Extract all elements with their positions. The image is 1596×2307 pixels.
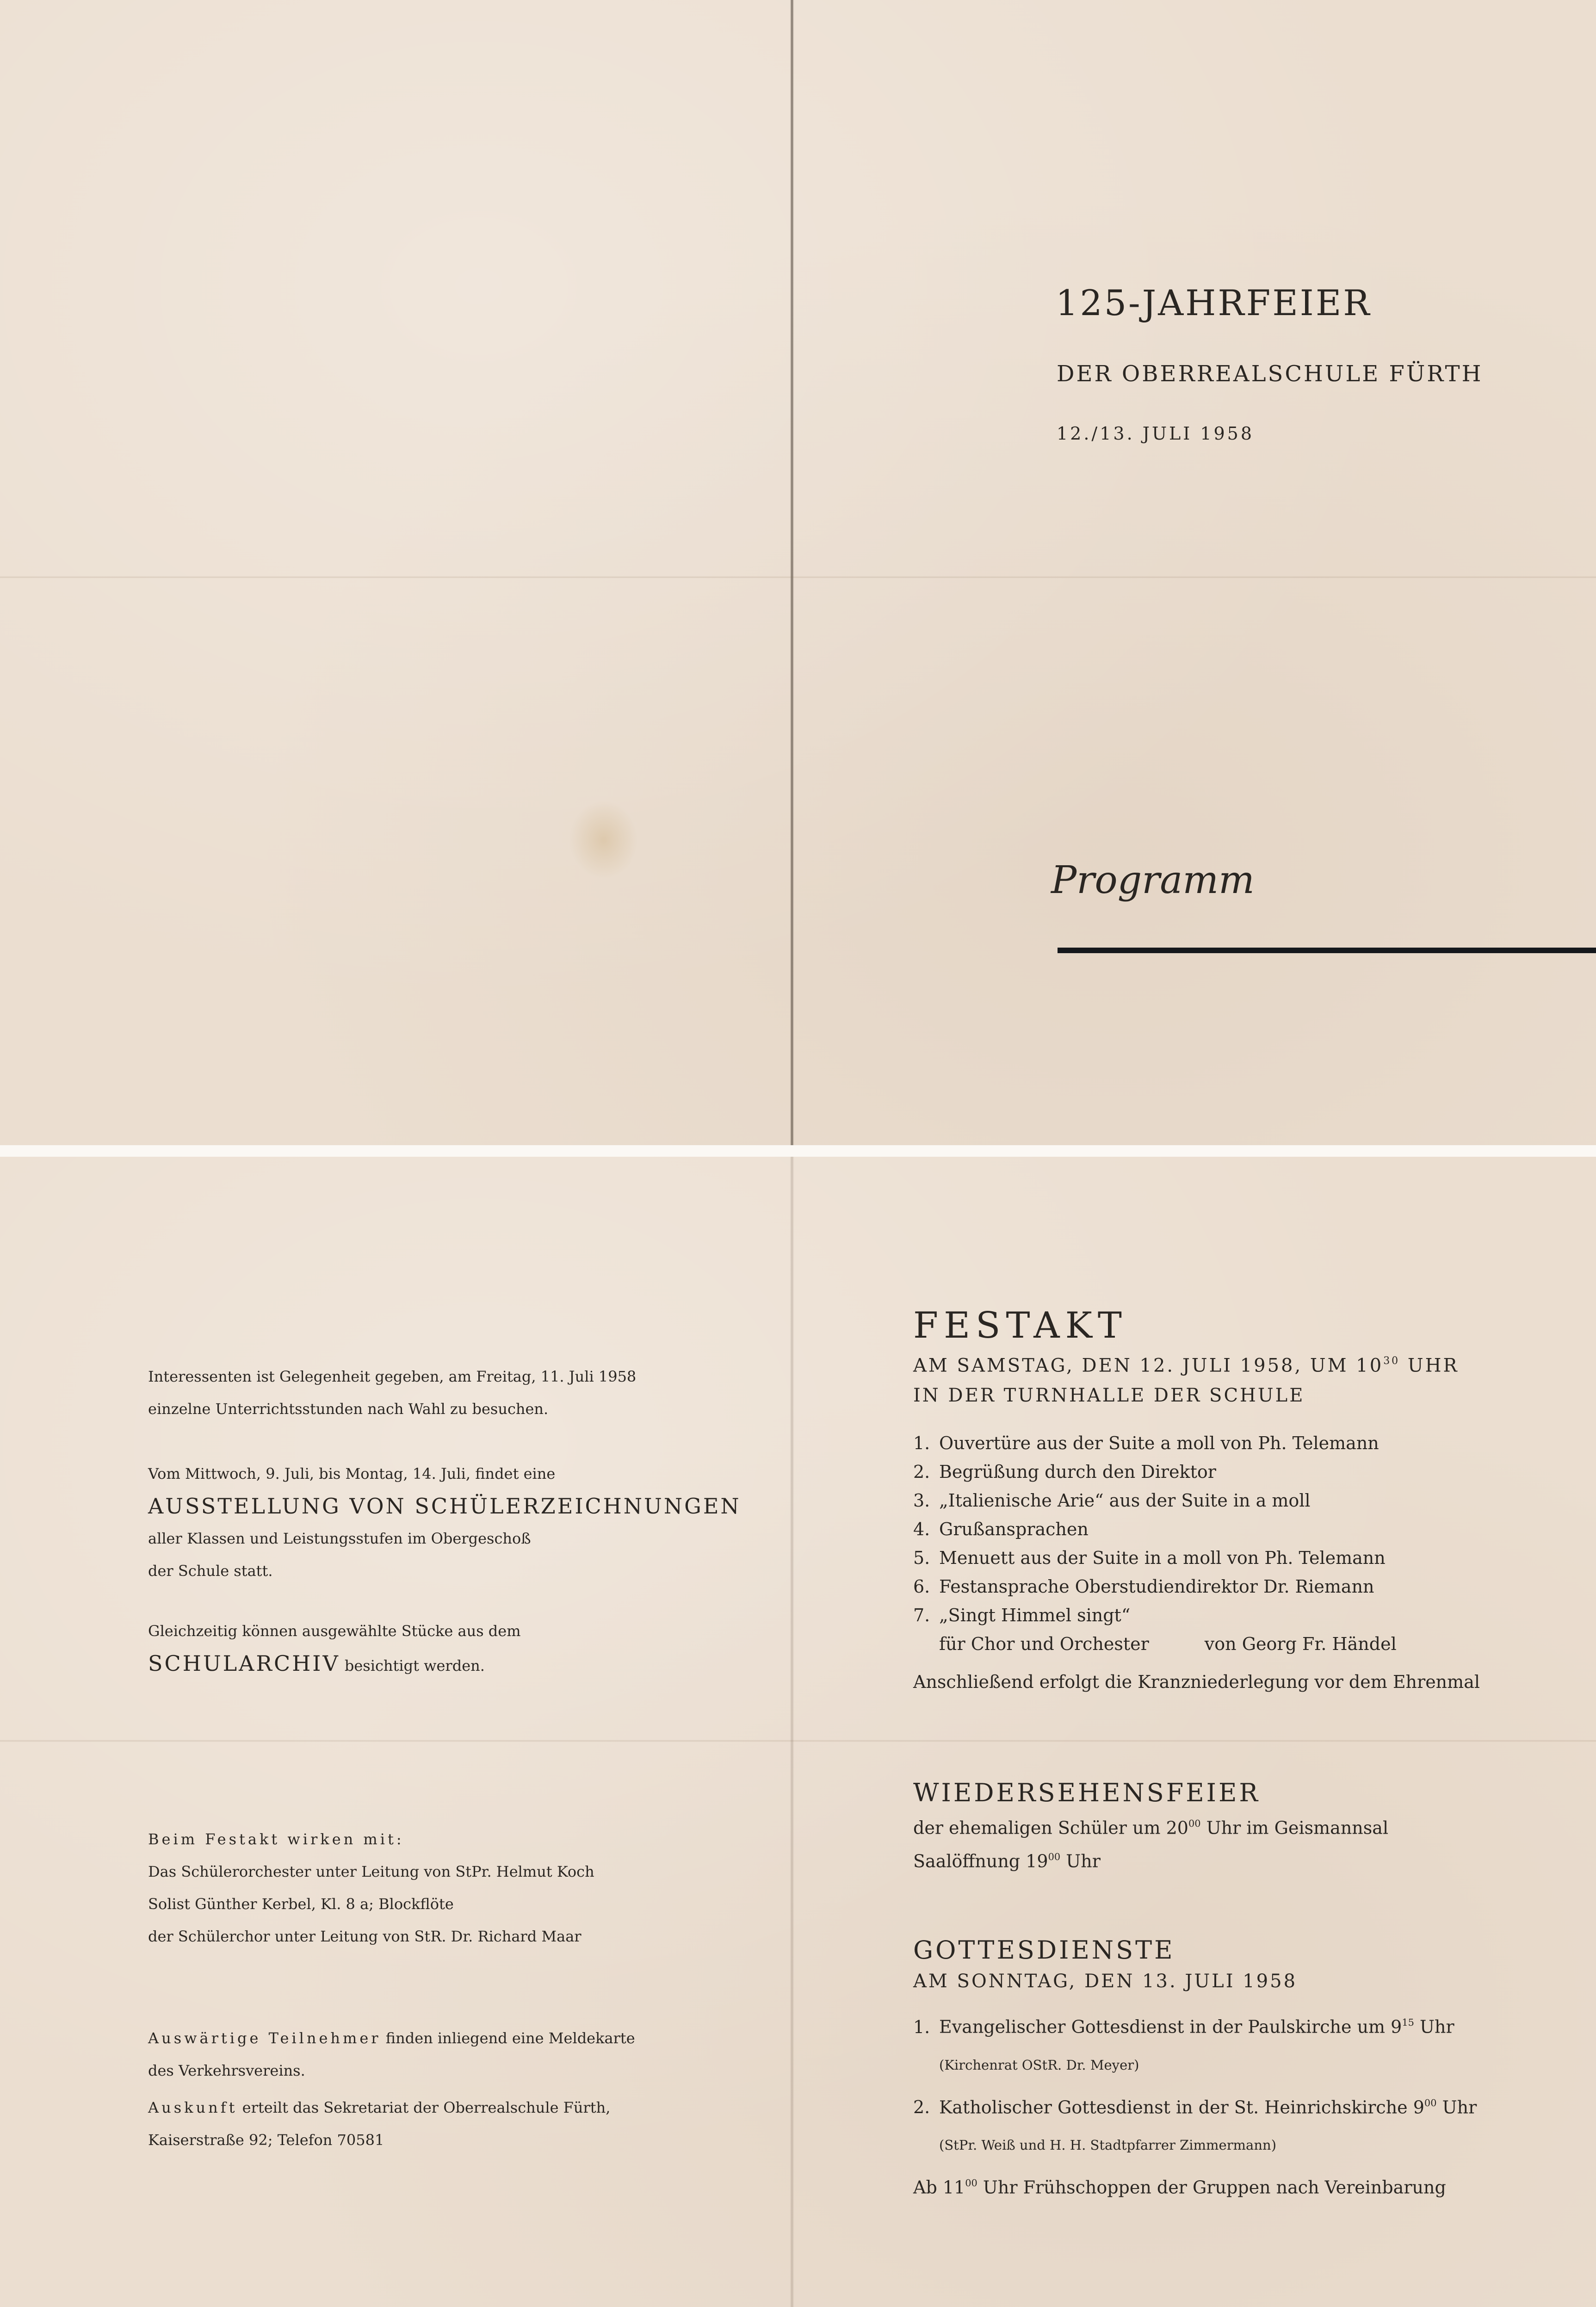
- festakt-heading: FESTAKT: [913, 1305, 1127, 1346]
- festakt-when: [913, 1346, 1570, 1381]
- reunion-line-1: [913, 1809, 1570, 1842]
- service-2-number: 2.: [913, 2097, 930, 2118]
- festakt-section: [913, 1305, 1570, 1696]
- doors-time-sup: 00: [1048, 1851, 1061, 1862]
- festakt-time-sup: 30: [1383, 1355, 1400, 1367]
- visit-line-1: Interessenten ist Gelegenheit gegeben, am Freitag, 11. Juli 1958: [148, 1368, 637, 1385]
- contact-paragraph: [148, 2091, 694, 2156]
- reunion-line-2: [913, 1842, 1570, 1876]
- reunion-place: Uhr im Geismannsal: [1200, 1817, 1389, 1838]
- contact-lead: Auskunft: [148, 2099, 238, 2116]
- service-1-note: (Kirchenrat OStR. Dr. Meyer): [939, 2057, 1139, 2073]
- performers-paragraph: [148, 1823, 694, 1953]
- cover-subtitle: DER OBERREALSCHULE FÜRTH: [1057, 361, 1483, 387]
- exhibit-title: AUSSTELLUNG VON SCHÜLERZEICHNUNGEN: [148, 1494, 741, 1519]
- archive-rest: besichtigt werden.: [344, 1657, 485, 1674]
- wreath-note: Anschließend erfolgt die Kranzniederlegung vor dem Ehrenmal: [913, 1671, 1480, 1692]
- service-1-suffix: Uhr: [1414, 2016, 1454, 2037]
- service-2-line: [913, 2089, 1570, 2122]
- item7-composer: von Georg Fr. Händel: [1204, 1633, 1397, 1654]
- program-item-number: 3.: [913, 1490, 930, 1511]
- contact-line-2: Kaiserstraße 92; Telefon 70581: [148, 2131, 384, 2149]
- reunion-section: [913, 1777, 1570, 1875]
- back-page-blank: [0, 0, 792, 1145]
- program-item-number: 2.: [913, 1461, 930, 1482]
- archive-word: SCHULARCHIV: [148, 1651, 340, 1676]
- program-item: [913, 1457, 1570, 1486]
- cover-programm-script: Programm: [1051, 858, 1255, 902]
- visit-paragraph: [148, 1360, 694, 1425]
- program-item-7-detail: [913, 1630, 1570, 1658]
- reunion-text: der ehemaligen Schüler um 20: [913, 1817, 1188, 1838]
- program-item: [913, 1601, 1570, 1630]
- service-2-note: (StPr. Weiß und H. H. Stadtpfarrer Zimmermann): [939, 2137, 1277, 2153]
- doors-suffix: Uhr: [1060, 1851, 1101, 1872]
- guests-lead: Auswärtige Teilnehmer: [148, 2029, 381, 2047]
- reunion-heading: WIEDERSEHENSFEIER: [913, 1778, 1261, 1807]
- cover-sheet: [0, 0, 1596, 1145]
- info-page: [0, 1157, 792, 2307]
- guests-line-2: des Verkehrsvereins.: [148, 2062, 305, 2079]
- exhibition-paragraph: [148, 1457, 741, 1587]
- doors-text: Saalöffnung 19: [913, 1851, 1048, 1872]
- service-1-number: 1.: [913, 2016, 930, 2037]
- festakt-when-text: AM SAMSTAG, DEN 12. JULI 1958, UM 10: [913, 1355, 1384, 1377]
- archive-line-2: [148, 1647, 694, 1682]
- service-2-text: Katholischer Gottesdienst in der St. Heinrichskirche 9: [939, 2097, 1424, 2118]
- program-item: [913, 1544, 1570, 1572]
- performer-1: Das Schülerorchester unter Leitung von StPr. Helmut Koch: [148, 1863, 594, 1880]
- festakt-where: IN DER TURNHALLE DER SCHULE: [913, 1384, 1305, 1406]
- paper-stain: [569, 800, 638, 879]
- guests-paragraph: [148, 2022, 694, 2087]
- brunch-line: [913, 2169, 1570, 2202]
- sheet-gap: [0, 1145, 1596, 1157]
- cover-page: [792, 0, 1596, 1145]
- program-page: [792, 1157, 1596, 2307]
- service-1: [913, 2008, 1570, 2075]
- program-item-number: 4.: [913, 1519, 930, 1539]
- program-item-text: Festansprache Oberstudiendirektor Dr. Riemann: [939, 1576, 1374, 1597]
- contact-line-1: [148, 2091, 694, 2124]
- program-item-number: 1.: [913, 1433, 930, 1453]
- program-item-number: 7.: [913, 1605, 930, 1625]
- services-section: [913, 1934, 1570, 2202]
- brunch-text: Ab 11: [913, 2177, 965, 2198]
- program-item: [913, 1429, 1570, 1457]
- guests-line-1: [148, 2022, 694, 2054]
- program-item: [913, 1486, 1570, 1515]
- program-item-text: Ouvertüre aus der Suite a moll von Ph. Telemann: [939, 1433, 1379, 1453]
- brunch-suffix: Uhr Frühschoppen der Gruppen nach Vereinbarung: [977, 2177, 1446, 2198]
- program-item: [913, 1572, 1570, 1601]
- inner-sheet: [0, 1157, 1596, 2307]
- festakt-program-list: [913, 1429, 1570, 1658]
- service-2: [913, 2089, 1570, 2156]
- exhibit-line-1: Vom Mittwoch, 9. Juli, bis Montag, 14. Juli, findet eine: [148, 1465, 556, 1482]
- performer-2: Solist Günther Kerbel, Kl. 8 a; Blockflöte: [148, 1895, 454, 1913]
- archive-line-1: Gleichzeitig können ausgewählte Stücke aus dem: [148, 1622, 521, 1640]
- reunion-time-sup: 00: [1188, 1818, 1201, 1829]
- services-heading: GOTTESDIENSTE: [913, 1935, 1175, 1965]
- service-1-line: [913, 2008, 1570, 2041]
- festakt-when-suffix: UHR: [1400, 1355, 1459, 1377]
- visit-line-2: einzelne Unterrichtsstunden nach Wahl zu besuchen.: [148, 1400, 549, 1418]
- service-2-time-sup: 00: [1424, 2097, 1437, 2109]
- exhibit-line-3: der Schule statt.: [148, 1562, 273, 1580]
- performers-heading: Beim Festakt wirken mit:: [148, 1830, 404, 1848]
- service-1-time-sup: 15: [1402, 2017, 1414, 2028]
- program-item-text: Grußansprachen: [939, 1519, 1089, 1539]
- item7-instrumentation: für Chor und Orchester: [939, 1633, 1149, 1654]
- performer-3: der Schülerchor unter Leitung von StR. Dr. Richard Maar: [148, 1928, 581, 1945]
- program-item-text: Menuett aus der Suite in a moll von Ph. Telemann: [939, 1547, 1386, 1568]
- brunch-time-sup: 00: [965, 2177, 977, 2189]
- archive-paragraph: [148, 1615, 694, 1682]
- exhibit-line-2: aller Klassen und Leistungsstufen im Obergeschoß: [148, 1530, 531, 1547]
- program-item-text: Begrüßung durch den Direktor: [939, 1461, 1216, 1482]
- program-item-number: 5.: [913, 1547, 930, 1568]
- cover-rule: [1058, 948, 1596, 953]
- guests-rest: finden inliegend eine Meldekarte: [385, 2029, 635, 2047]
- service-2-suffix: Uhr: [1436, 2097, 1477, 2118]
- cover-date: 12./13. JULI 1958: [1057, 423, 1255, 444]
- program-item-text: „Singt Himmel singt“: [939, 1605, 1131, 1625]
- program-item: [913, 1515, 1570, 1544]
- contact-rest: erteilt das Sekretariat der Oberrealschule Fürth,: [242, 2099, 611, 2116]
- program-item-text: „Italienische Arie“ aus der Suite in a moll: [939, 1490, 1311, 1511]
- cover-title: 125-JAHRFEIER: [1056, 282, 1372, 323]
- service-1-text: Evangelischer Gottesdienst in der Paulskirche um 9: [939, 2016, 1402, 2037]
- services-when: AM SONNTAG, DEN 13. JULI 1958: [913, 1971, 1298, 1992]
- program-item-number: 6.: [913, 1576, 930, 1597]
